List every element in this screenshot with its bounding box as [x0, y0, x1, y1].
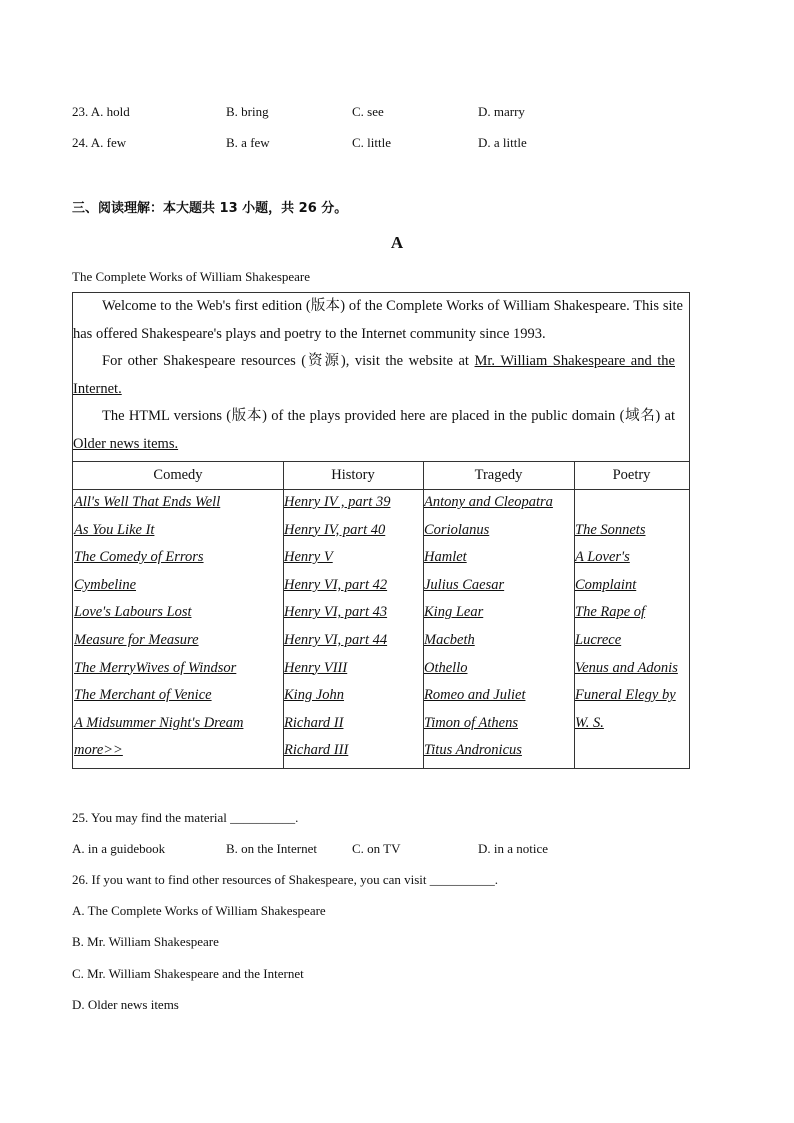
- poetry-link[interactable]: Venus and Adonis: [575, 659, 678, 676]
- shakespeare-internet-link[interactable]: Mr. William Shakespeare and the Internet.: [73, 353, 675, 397]
- q24-number: 24.: [72, 135, 89, 150]
- tragedy-link[interactable]: Timon of Athens: [424, 714, 518, 731]
- history-link[interactable]: Henry VI, part 42: [284, 576, 388, 593]
- comedy-link[interactable]: The Merchant of Venice: [74, 687, 212, 704]
- passage-title: The Complete Works of William Shakespeare: [72, 269, 311, 284]
- history-link[interactable]: Henry V: [284, 549, 333, 566]
- header-history: History: [331, 467, 375, 483]
- q24-option-b: B. a few: [226, 135, 270, 150]
- comedy-link[interactable]: The Comedy of Errors: [74, 549, 204, 566]
- intro-p3-text: The HTML versions (版本) of the plays provided here are placed in the public domain (域名) at: [102, 408, 675, 424]
- tragedy-column: [423, 489, 553, 765]
- q24-number-option-a: [72, 134, 126, 152]
- q23-option-c: C. see: [352, 104, 384, 119]
- intro-p2-text: For other Shakespeare resources (资源), visit the website at: [102, 353, 475, 369]
- comedy-link[interactable]: As You Like It: [74, 521, 155, 538]
- q23-option-b: B. bring: [226, 104, 269, 119]
- intro-paragraph-2: [73, 348, 675, 403]
- q23-option-d: D. marry: [478, 104, 525, 119]
- section-heading: 三、阅读理解：本大题共 13 小题，共 26 分。: [72, 201, 348, 216]
- q25-option-c: C. on TV: [352, 841, 401, 856]
- tragedy-link[interactable]: Antony and Cleopatra: [424, 494, 553, 510]
- history-link[interactable]: Henry IV, part 40: [284, 521, 386, 538]
- q25-option-d: D. in a notice: [478, 841, 549, 856]
- passage-box: [72, 292, 690, 769]
- older-news-items-link[interactable]: Older news items.: [73, 435, 179, 452]
- q23-number-option-a: [72, 103, 130, 121]
- history-link[interactable]: King John: [284, 687, 345, 704]
- passage-intro: [73, 293, 691, 461]
- poetry-link[interactable]: The Rape of: [575, 604, 646, 621]
- q24-option-d: D. a little: [478, 135, 527, 150]
- history-link[interactable]: Richard III: [284, 742, 349, 759]
- history-link[interactable]: Henry VI, part 44: [284, 631, 388, 648]
- tragedy-link[interactable]: Julius Caesar: [424, 576, 505, 593]
- comedy-link[interactable]: All's Well That Ends Well: [74, 494, 221, 510]
- tragedy-link[interactable]: Hamlet: [424, 549, 467, 566]
- poetry-link[interactable]: W. S.: [575, 714, 604, 731]
- q26-option-b: B. Mr. William Shakespeare: [72, 934, 219, 949]
- comedy-link[interactable]: Love's Labours Lost: [74, 604, 192, 621]
- q25-stem: 25. You may find the material __________.: [72, 810, 299, 825]
- poetry-link[interactable]: Funeral Elegy by: [575, 687, 676, 704]
- intro-paragraph-3: [73, 403, 675, 458]
- q26-option-a: A. The Complete Works of William Shakespeare: [72, 903, 326, 918]
- more-link[interactable]: more>>: [74, 742, 123, 759]
- comedy-link[interactable]: Cymbeline: [74, 576, 137, 593]
- poetry-link[interactable]: The Sonnets: [575, 521, 646, 538]
- poetry-link[interactable]: Lucrece: [575, 631, 622, 648]
- q26-stem: 26. If you want to find other resources of Shakespeare, you can visit __________.: [72, 872, 499, 887]
- q25-option-b: B. on the Internet: [226, 841, 317, 856]
- history-column: [283, 489, 390, 765]
- poetry-link[interactable]: Complaint: [575, 576, 637, 593]
- tragedy-link[interactable]: Macbeth: [424, 631, 475, 648]
- tragedy-link[interactable]: Othello: [424, 659, 468, 676]
- q24-option-a: A. few: [90, 135, 127, 150]
- intro-p1-text: Welcome to the Web's first edition (版本) of the Complete Works of William Shakespeare. This site has offered Shakespeare's plays and poetry to the Internet community since 1993.: [73, 298, 683, 342]
- header-tragedy: Tragedy: [474, 467, 523, 483]
- q23-number: 23.: [72, 104, 89, 119]
- poetry-link[interactable]: A Lover's: [575, 549, 630, 566]
- history-link[interactable]: Henry VIII: [284, 659, 348, 676]
- q23-option-a: A. hold: [90, 104, 130, 119]
- q24-option-c: C. little: [352, 135, 391, 150]
- history-link[interactable]: Henry VI, part 43: [284, 604, 388, 621]
- comedy-column: [73, 489, 243, 765]
- q26-option-d: D. Older news items: [72, 997, 179, 1012]
- q26-option-c: C. Mr. William Shakespeare and the Internet: [72, 966, 304, 981]
- header-poetry: Poetry: [612, 467, 651, 483]
- q25-option-a: A. in a guidebook: [72, 841, 166, 856]
- history-link[interactable]: Richard II: [284, 714, 344, 731]
- poetry-column: [574, 517, 678, 738]
- tragedy-link[interactable]: Coriolanus: [424, 521, 490, 538]
- comedy-link[interactable]: The MerryWives of Windsor: [74, 659, 237, 676]
- passage-label: A: [390, 233, 404, 252]
- comedy-link[interactable]: A Midsummer Night's Dream: [74, 714, 244, 731]
- comedy-link[interactable]: Measure for Measure: [74, 631, 199, 648]
- intro-paragraph-1: [73, 293, 683, 348]
- history-link[interactable]: Henry IV , part 39: [284, 494, 391, 510]
- tragedy-link[interactable]: Romeo and Juliet: [424, 687, 526, 704]
- header-comedy: Comedy: [153, 467, 203, 483]
- tragedy-link[interactable]: King Lear: [424, 604, 484, 621]
- tragedy-link[interactable]: Titus Andronicus: [424, 742, 522, 759]
